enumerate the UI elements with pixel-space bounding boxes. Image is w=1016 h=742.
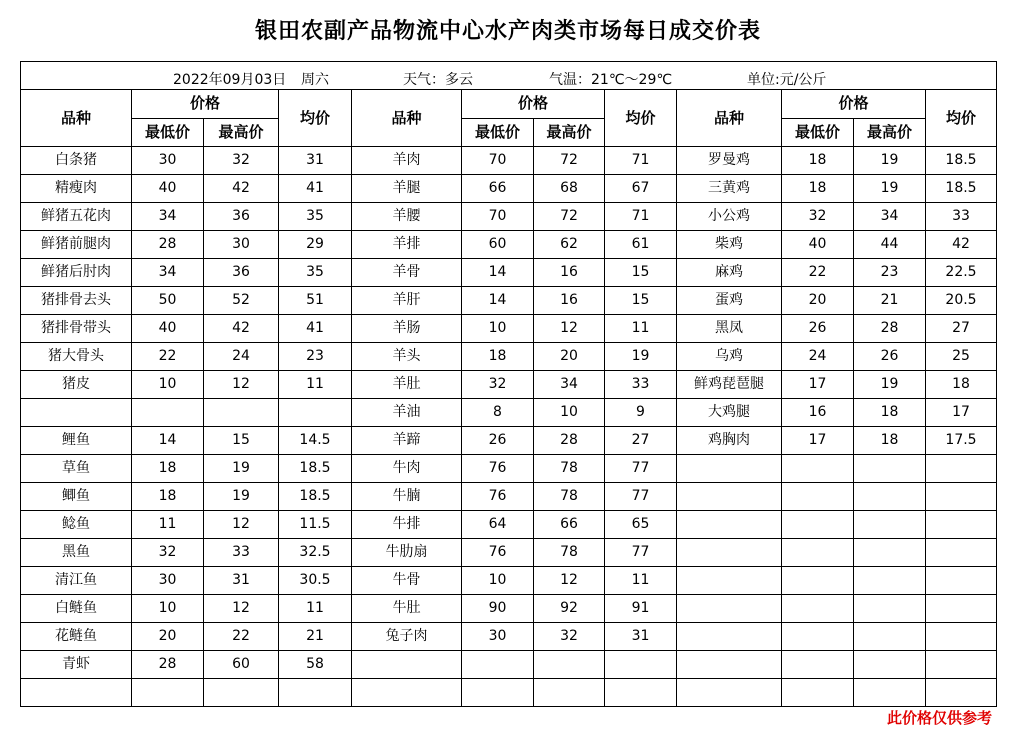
min-price-cell: 17 <box>782 427 854 455</box>
max-price-cell <box>204 399 279 427</box>
max-price-cell: 60 <box>204 651 279 679</box>
variety-cell: 大鸡腿 <box>677 399 782 427</box>
max-price-cell: 34 <box>854 203 926 231</box>
min-price-cell: 34 <box>132 259 204 287</box>
min-price-cell <box>132 679 204 707</box>
info-row <box>21 62 997 90</box>
table-row <box>21 511 997 539</box>
variety-cell <box>677 483 782 511</box>
avg-price-cell: 77 <box>605 539 677 567</box>
min-price-cell: 22 <box>782 259 854 287</box>
table-row <box>21 399 997 427</box>
min-price-cell <box>782 595 854 623</box>
min-price-cell: 30 <box>132 147 204 175</box>
avg-price-cell: 41 <box>279 175 352 203</box>
unit-label: 单位:元/公斤 <box>747 71 827 88</box>
variety-cell <box>677 651 782 679</box>
min-price-cell: 76 <box>462 539 534 567</box>
variety-cell: 鲜猪五花肉 <box>21 203 132 231</box>
variety-cell <box>677 679 782 707</box>
variety-cell: 牛骨 <box>352 567 462 595</box>
variety-cell: 鲫鱼 <box>21 483 132 511</box>
table-row <box>21 147 997 175</box>
avg-price-cell: 11 <box>605 315 677 343</box>
variety-cell: 罗曼鸡 <box>677 147 782 175</box>
min-price-cell: 10 <box>132 595 204 623</box>
table-row <box>21 371 997 399</box>
max-price-cell: 12 <box>534 567 605 595</box>
table-row <box>21 651 997 679</box>
header-max: 最高价 <box>534 118 605 147</box>
max-price-cell: 36 <box>204 259 279 287</box>
avg-price-cell: 15 <box>605 287 677 315</box>
avg-price-cell: 29 <box>279 231 352 259</box>
max-price-cell: 19 <box>204 455 279 483</box>
variety-cell: 草鱼 <box>21 455 132 483</box>
header-max: 最高价 <box>204 118 279 147</box>
max-price-cell: 31 <box>204 567 279 595</box>
table-row <box>21 623 997 651</box>
max-price-cell <box>854 483 926 511</box>
max-price-cell: 78 <box>534 483 605 511</box>
variety-cell: 羊肚 <box>352 371 462 399</box>
max-price-cell: 28 <box>854 315 926 343</box>
min-price-cell: 18 <box>782 175 854 203</box>
avg-price-cell: 42 <box>926 231 997 259</box>
variety-cell <box>677 511 782 539</box>
max-price-cell: 22 <box>204 623 279 651</box>
variety-cell: 鲜猪后肘肉 <box>21 259 132 287</box>
avg-price-cell: 25 <box>926 343 997 371</box>
min-price-cell: 30 <box>132 567 204 595</box>
min-price-cell <box>782 651 854 679</box>
reference-note: 此价格仅供参考 <box>886 709 992 727</box>
variety-cell <box>677 623 782 651</box>
avg-price-cell: 51 <box>279 287 352 315</box>
min-price-cell: 60 <box>462 231 534 259</box>
variety-cell: 小公鸡 <box>677 203 782 231</box>
variety-cell: 白鲢鱼 <box>21 595 132 623</box>
max-price-cell: 33 <box>204 539 279 567</box>
table-row <box>21 175 997 203</box>
min-price-cell: 64 <box>462 511 534 539</box>
table-row <box>21 567 997 595</box>
min-price-cell <box>782 679 854 707</box>
variety-cell: 精瘦肉 <box>21 175 132 203</box>
min-price-cell: 10 <box>462 567 534 595</box>
min-price-cell: 30 <box>462 623 534 651</box>
avg-price-cell: 27 <box>605 427 677 455</box>
header-avg: 均价 <box>279 90 352 147</box>
min-price-cell <box>782 455 854 483</box>
avg-price-cell: 65 <box>605 511 677 539</box>
max-price-cell: 12 <box>534 315 605 343</box>
variety-cell: 黑凤 <box>677 315 782 343</box>
min-price-cell: 18 <box>462 343 534 371</box>
variety-cell: 牛排 <box>352 511 462 539</box>
min-price-cell: 40 <box>132 315 204 343</box>
avg-price-cell: 14.5 <box>279 427 352 455</box>
avg-price-cell: 23 <box>279 343 352 371</box>
avg-price-cell: 35 <box>279 203 352 231</box>
min-price-cell <box>782 623 854 651</box>
avg-price-cell: 18.5 <box>926 147 997 175</box>
header-min: 最低价 <box>132 118 204 147</box>
variety-cell: 羊骨 <box>352 259 462 287</box>
variety-cell: 羊肉 <box>352 147 462 175</box>
max-price-cell: 18 <box>854 427 926 455</box>
variety-cell: 蛋鸡 <box>677 287 782 315</box>
variety-cell: 鲜鸡琵琶腿 <box>677 371 782 399</box>
min-price-cell: 76 <box>462 483 534 511</box>
avg-price-cell: 22.5 <box>926 259 997 287</box>
variety-cell: 羊肝 <box>352 287 462 315</box>
min-price-cell <box>782 567 854 595</box>
min-price-cell: 20 <box>782 287 854 315</box>
max-price-cell: 20 <box>534 343 605 371</box>
max-price-cell: 19 <box>854 147 926 175</box>
variety-cell: 羊排 <box>352 231 462 259</box>
min-price-cell: 11 <box>132 511 204 539</box>
max-price-cell: 72 <box>534 203 605 231</box>
avg-price-cell <box>926 679 997 707</box>
max-price-cell: 21 <box>854 287 926 315</box>
avg-price-cell: 11 <box>279 595 352 623</box>
max-price-cell: 32 <box>534 623 605 651</box>
header-max: 最高价 <box>854 118 926 147</box>
avg-price-cell: 41 <box>279 315 352 343</box>
max-price-cell: 32 <box>204 147 279 175</box>
min-price-cell: 18 <box>132 455 204 483</box>
avg-price-cell <box>926 623 997 651</box>
table-row <box>21 483 997 511</box>
min-price-cell: 40 <box>782 231 854 259</box>
max-price-cell: 24 <box>204 343 279 371</box>
max-price-cell <box>854 595 926 623</box>
avg-price-cell: 58 <box>279 651 352 679</box>
variety-cell: 鲤鱼 <box>21 427 132 455</box>
variety-cell: 麻鸡 <box>677 259 782 287</box>
table-row <box>21 455 997 483</box>
variety-cell: 鸡胸肉 <box>677 427 782 455</box>
variety-cell: 羊腿 <box>352 175 462 203</box>
max-price-cell: 12 <box>204 511 279 539</box>
min-price-cell: 70 <box>462 147 534 175</box>
avg-price-cell: 77 <box>605 483 677 511</box>
variety-cell: 乌鸡 <box>677 343 782 371</box>
avg-price-cell: 19 <box>605 343 677 371</box>
variety-cell: 猪皮 <box>21 371 132 399</box>
avg-price-cell: 15 <box>605 259 677 287</box>
header-variety: 品种 <box>352 90 462 147</box>
avg-price-cell <box>605 679 677 707</box>
table-row <box>21 595 997 623</box>
avg-price-cell: 32.5 <box>279 539 352 567</box>
max-price-cell: 16 <box>534 259 605 287</box>
avg-price-cell: 61 <box>605 231 677 259</box>
avg-price-cell <box>605 651 677 679</box>
max-price-cell: 62 <box>534 231 605 259</box>
variety-cell <box>352 679 462 707</box>
min-price-cell: 40 <box>132 175 204 203</box>
min-price-cell: 70 <box>462 203 534 231</box>
max-price-cell: 30 <box>204 231 279 259</box>
max-price-cell <box>854 455 926 483</box>
max-price-cell: 42 <box>204 315 279 343</box>
min-price-cell: 26 <box>782 315 854 343</box>
header-min: 最低价 <box>782 118 854 147</box>
avg-price-cell: 71 <box>605 203 677 231</box>
variety-cell <box>677 595 782 623</box>
avg-price-cell: 18 <box>926 371 997 399</box>
min-price-cell: 18 <box>782 147 854 175</box>
avg-price-cell: 11 <box>605 567 677 595</box>
avg-price-cell: 77 <box>605 455 677 483</box>
variety-cell <box>352 651 462 679</box>
header-avg: 均价 <box>926 90 997 147</box>
max-price-cell: 28 <box>534 427 605 455</box>
min-price-cell: 22 <box>132 343 204 371</box>
avg-price-cell: 17.5 <box>926 427 997 455</box>
min-price-cell: 90 <box>462 595 534 623</box>
header-variety: 品种 <box>677 90 782 147</box>
table-row <box>21 287 997 315</box>
min-price-cell: 8 <box>462 399 534 427</box>
min-price-cell: 32 <box>782 203 854 231</box>
max-price-cell: 52 <box>204 287 279 315</box>
avg-price-cell: 11 <box>279 371 352 399</box>
min-price-cell: 66 <box>462 175 534 203</box>
variety-cell: 猪大骨头 <box>21 343 132 371</box>
max-price-cell <box>534 651 605 679</box>
min-price-cell: 26 <box>462 427 534 455</box>
variety-cell <box>677 567 782 595</box>
variety-cell: 柴鸡 <box>677 231 782 259</box>
avg-price-cell: 91 <box>605 595 677 623</box>
avg-price-cell: 20.5 <box>926 287 997 315</box>
avg-price-cell: 67 <box>605 175 677 203</box>
avg-price-cell <box>926 511 997 539</box>
header-price: 价格 <box>462 90 605 119</box>
max-price-cell: 26 <box>854 343 926 371</box>
variety-cell: 牛腩 <box>352 483 462 511</box>
avg-price-cell: 21 <box>279 623 352 651</box>
max-price-cell <box>204 679 279 707</box>
min-price-cell <box>782 539 854 567</box>
table-row <box>21 427 997 455</box>
variety-cell: 兔子肉 <box>352 623 462 651</box>
avg-price-cell <box>279 679 352 707</box>
max-price-cell: 78 <box>534 539 605 567</box>
min-price-cell: 24 <box>782 343 854 371</box>
variety-cell <box>677 455 782 483</box>
avg-price-cell: 71 <box>605 147 677 175</box>
max-price-cell <box>854 539 926 567</box>
min-price-cell: 17 <box>782 371 854 399</box>
table-row <box>21 539 997 567</box>
avg-price-cell: 31 <box>605 623 677 651</box>
min-price-cell: 28 <box>132 651 204 679</box>
avg-price-cell: 11.5 <box>279 511 352 539</box>
min-price-cell: 16 <box>782 399 854 427</box>
max-price-cell <box>854 651 926 679</box>
min-price-cell <box>782 511 854 539</box>
max-price-cell <box>854 623 926 651</box>
max-price-cell: 36 <box>204 203 279 231</box>
header-variety: 品种 <box>21 90 132 147</box>
variety-cell <box>677 539 782 567</box>
table-row <box>21 259 997 287</box>
min-price-cell <box>132 399 204 427</box>
variety-cell: 青虾 <box>21 651 132 679</box>
min-price-cell <box>462 651 534 679</box>
avg-price-cell: 18.5 <box>279 455 352 483</box>
table-row <box>21 231 997 259</box>
variety-cell: 羊蹄 <box>352 427 462 455</box>
variety-cell: 猪排骨去头 <box>21 287 132 315</box>
variety-cell: 鲜猪前腿肉 <box>21 231 132 259</box>
max-price-cell: 19 <box>854 371 926 399</box>
variety-cell: 牛肉 <box>352 455 462 483</box>
min-price-cell: 50 <box>132 287 204 315</box>
avg-price-cell <box>926 567 997 595</box>
variety-cell: 牛肋扇 <box>352 539 462 567</box>
avg-price-cell: 9 <box>605 399 677 427</box>
table-row <box>21 203 997 231</box>
min-price-cell: 14 <box>132 427 204 455</box>
variety-cell: 羊腰 <box>352 203 462 231</box>
max-price-cell <box>534 679 605 707</box>
min-price-cell <box>462 679 534 707</box>
price-table <box>20 61 997 707</box>
max-price-cell: 34 <box>534 371 605 399</box>
header-min: 最低价 <box>462 118 534 147</box>
max-price-cell <box>854 567 926 595</box>
max-price-cell: 19 <box>204 483 279 511</box>
variety-cell: 花鲢鱼 <box>21 623 132 651</box>
min-price-cell: 28 <box>132 231 204 259</box>
min-price-cell: 32 <box>132 539 204 567</box>
max-price-cell: 92 <box>534 595 605 623</box>
avg-price-cell <box>926 539 997 567</box>
avg-price-cell <box>926 595 997 623</box>
min-price-cell: 10 <box>132 371 204 399</box>
max-price-cell: 68 <box>534 175 605 203</box>
variety-cell: 白条猪 <box>21 147 132 175</box>
min-price-cell: 34 <box>132 203 204 231</box>
avg-price-cell: 18.5 <box>926 175 997 203</box>
date-label: 2022年09月03日 <box>173 71 287 88</box>
avg-price-cell: 33 <box>926 203 997 231</box>
variety-cell: 猪排骨带头 <box>21 315 132 343</box>
variety-cell: 羊油 <box>352 399 462 427</box>
variety-cell: 羊肠 <box>352 315 462 343</box>
variety-cell: 鲶鱼 <box>21 511 132 539</box>
max-price-cell: 44 <box>854 231 926 259</box>
variety-cell: 黑鱼 <box>21 539 132 567</box>
variety-cell: 羊头 <box>352 343 462 371</box>
min-price-cell <box>782 483 854 511</box>
variety-cell <box>21 399 132 427</box>
variety-cell: 三黄鸡 <box>677 175 782 203</box>
variety-cell: 清江鱼 <box>21 567 132 595</box>
max-price-cell <box>854 511 926 539</box>
min-price-cell: 18 <box>132 483 204 511</box>
max-price-cell: 12 <box>204 371 279 399</box>
weekday-label: 周六 <box>301 71 329 88</box>
avg-price-cell: 17 <box>926 399 997 427</box>
min-price-cell: 10 <box>462 315 534 343</box>
avg-price-cell: 30.5 <box>279 567 352 595</box>
max-price-cell: 18 <box>854 399 926 427</box>
max-price-cell: 66 <box>534 511 605 539</box>
min-price-cell: 32 <box>462 371 534 399</box>
avg-price-cell <box>926 651 997 679</box>
min-price-cell: 20 <box>132 623 204 651</box>
weather-label: 天气：多云 <box>403 71 473 88</box>
max-price-cell: 72 <box>534 147 605 175</box>
max-price-cell: 16 <box>534 287 605 315</box>
table-row <box>21 315 997 343</box>
avg-price-cell: 35 <box>279 259 352 287</box>
table-row <box>21 343 997 371</box>
variety-cell <box>21 679 132 707</box>
avg-price-cell: 31 <box>279 147 352 175</box>
variety-cell: 牛肚 <box>352 595 462 623</box>
avg-price-cell <box>926 483 997 511</box>
temperature-label: 气温：21℃～29℃ <box>549 71 673 88</box>
max-price-cell: 19 <box>854 175 926 203</box>
avg-price-cell <box>279 399 352 427</box>
max-price-cell: 12 <box>204 595 279 623</box>
avg-price-cell: 33 <box>605 371 677 399</box>
min-price-cell: 14 <box>462 287 534 315</box>
header-price: 价格 <box>782 90 926 119</box>
header-avg: 均价 <box>605 90 677 147</box>
max-price-cell: 23 <box>854 259 926 287</box>
min-price-cell: 14 <box>462 259 534 287</box>
avg-price-cell: 27 <box>926 315 997 343</box>
max-price-cell: 78 <box>534 455 605 483</box>
max-price-cell: 15 <box>204 427 279 455</box>
min-price-cell: 76 <box>462 455 534 483</box>
max-price-cell: 10 <box>534 399 605 427</box>
page-title: 银田农副产品物流中心水产肉类市场每日成交价表 <box>254 18 761 44</box>
header-price: 价格 <box>132 90 279 119</box>
max-price-cell: 42 <box>204 175 279 203</box>
max-price-cell <box>854 679 926 707</box>
avg-price-cell <box>926 455 997 483</box>
table-row <box>21 679 997 707</box>
avg-price-cell: 18.5 <box>279 483 352 511</box>
